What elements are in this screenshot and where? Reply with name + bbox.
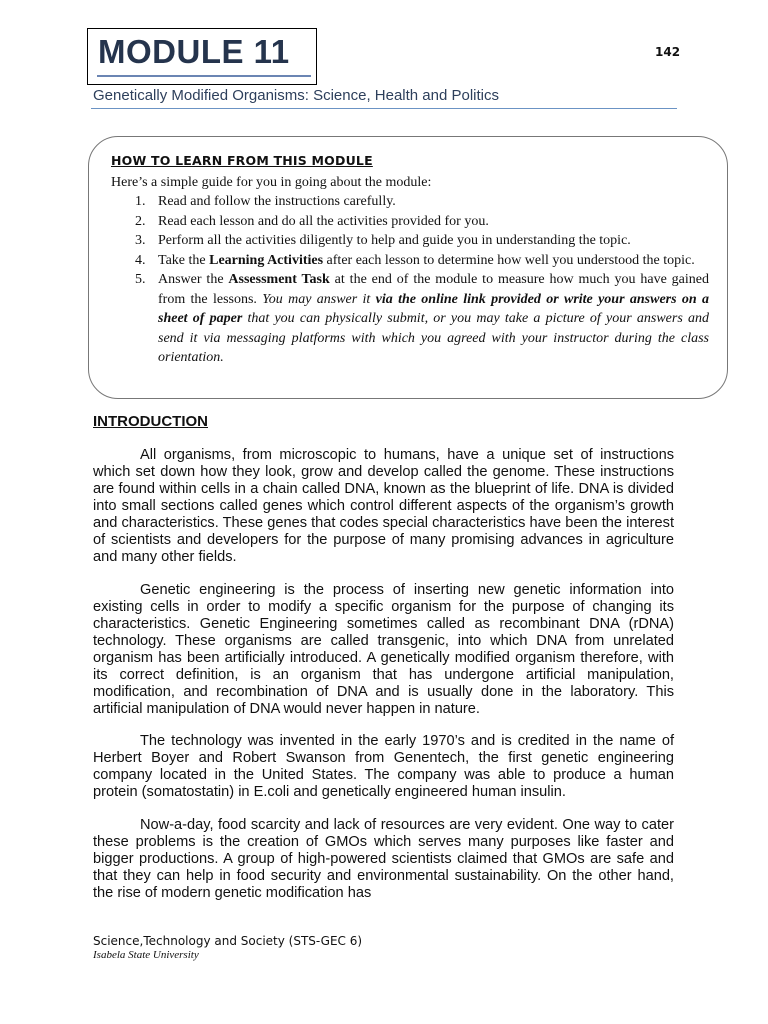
guide-intro: Here’s a simple guide for you in going about the module:	[111, 175, 432, 190]
intro-paragraph-3: The technology was invented in the early 1970’s and is credited in the name of Herbert Boyer and Robert Swanson from Genentech, the first genetic engineering company located in the United States. The company was able to produce a human protein (somatostatin) in E.coli and genetically engineered human insulin.	[93, 733, 674, 800]
step-number: 3.	[135, 233, 146, 248]
intro-paragraph-4: Now-a-day, food scarcity and lack of resources are very evident. One way to cater these problems is the creation of GMOs which serves many purposes like faster and bigger productions. A group of high-powered scientists claimed that GMOs are safe and that they can help in food security and environmental sustainability. On the other hand, the rise of modern genetic modification has	[93, 817, 674, 901]
module-title-underline	[97, 75, 311, 77]
step-text-pre: Take the	[158, 252, 210, 268]
subtitle-divider	[91, 108, 677, 109]
step-text-bold-italic: via the online link provided or write your answers on a sheet of paper	[158, 291, 709, 326]
guide-step-1	[109, 192, 709, 212]
module-title: MODULE 11	[98, 33, 290, 70]
step-text-pre: Answer the	[158, 272, 229, 287]
step-text-bold: Assessment Task	[228, 272, 330, 287]
step-text-mid: at the end of the module to measure how much you have gained from the lessons.	[158, 272, 709, 307]
step-number: 5.	[135, 272, 146, 287]
step-number: 1.	[135, 194, 146, 209]
step-text-italic-end: that you can physically submit, or you may take a picture of your answers and send it via messaging platforms with which you agreed with your instructor during the class orientation.	[158, 311, 709, 365]
step-text: Read each lesson and do all the activities provided for you.	[158, 213, 489, 229]
guide-step-2	[109, 212, 709, 232]
guide-step-5	[109, 270, 709, 368]
step-text: Perform all the activities diligently to help and guide you in understanding the topic.	[158, 233, 631, 248]
guide-heading: HOW TO LEARN FROM THIS MODULE	[111, 153, 373, 168]
module-subtitle: Genetically Modified Organisms: Science, Health and Politics	[93, 87, 500, 104]
guide-step-4	[109, 251, 709, 271]
footer-university: Isabela State University	[93, 949, 199, 961]
page-number: 142	[655, 45, 681, 59]
intro-paragraph-2: Genetic engineering is the process of inserting new genetic information into existing cells in order to modify a specific organism for the purpose of changing its characteristics. Genetic Engineering sometimes called as recombinant DNA (rDNA) technology. These organisms are called transgenic, into which DNA from unrelated organism has been artificially introduced. A genetically modified organism therefore, with its correct definition, is an organism that has undergone artificial manipulation, modification, and recombination of DNA and is usually done in the laboratory. This artificial manipulation of DNA would never happen in nature.	[93, 582, 674, 717]
step-text-italic: You may answer it	[262, 291, 376, 307]
step-text-bold: Learning Activities	[209, 252, 324, 268]
guide-steps	[109, 192, 709, 368]
guide-step-3	[109, 231, 709, 251]
how-to-learn-box	[88, 136, 728, 399]
intro-paragraph-1: All organisms, from microscopic to humans, have a unique set of instructions which set down how they look, grow and develop called the genome. These instructions are found within cells in a chain called DNA, known as the blueprint of life. DNA is divided into small sections called genes which control different aspects of the organism’s growth and characteristics. These genes that codes special characteristics have been the interest of scientists and developers for the purpose of many promising advances in agriculture and many other fields.	[93, 447, 674, 565]
module-title-box	[87, 28, 317, 85]
step-text-post: after each lesson to determine how well you understood the topic.	[323, 252, 695, 268]
step-number: 2.	[135, 213, 146, 229]
step-number: 4.	[135, 252, 146, 268]
step-text: Read and follow the instructions carefully.	[158, 194, 396, 209]
footer-course: Science,Technology and Society (STS-GEC 6)	[93, 934, 363, 948]
introduction-heading: INTRODUCTION	[93, 413, 208, 430]
